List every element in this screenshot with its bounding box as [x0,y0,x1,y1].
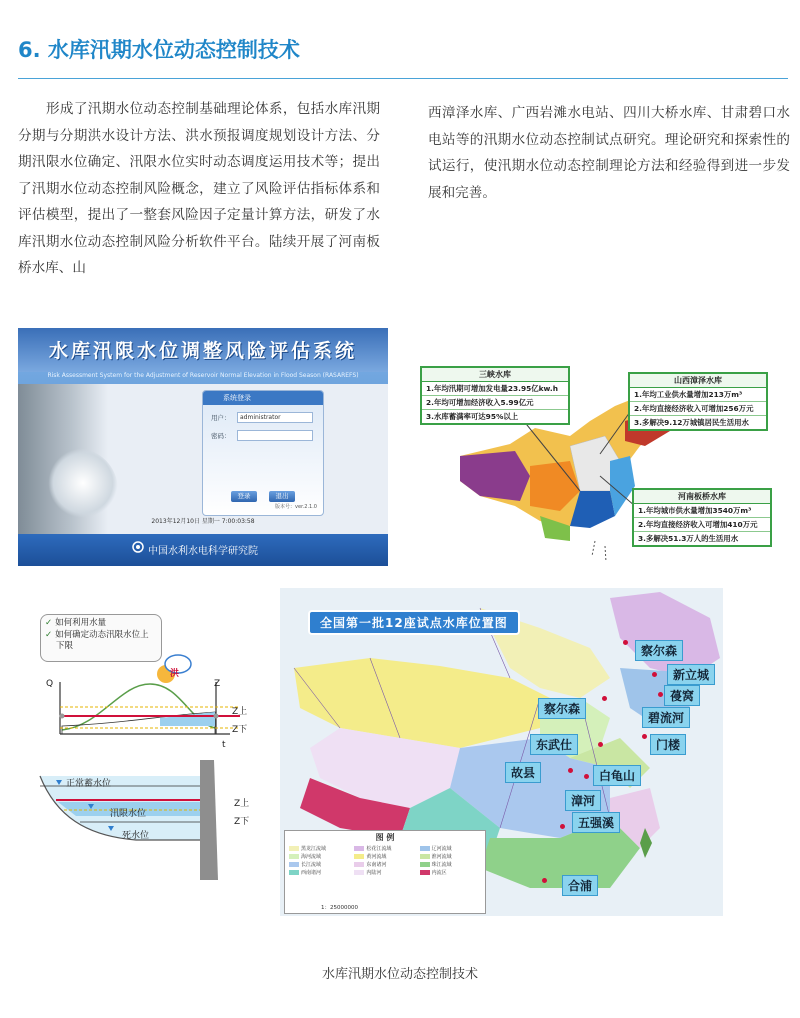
legend-item: 黑龙江流域 [289,845,350,852]
reservoir-label: 故县 [505,762,541,783]
z-upper-label: Z上 [232,707,248,717]
legend-item: 内流区 [420,869,481,876]
flood-icon-label: 洪 [170,669,180,679]
reservoir-marker [598,742,603,747]
user-label: 用户： [211,414,231,422]
benefit-line: 2.年均直接经济收入可增加256万元 [630,402,766,416]
benefit-title: 三峡水库 [422,368,568,382]
title-divider [18,78,788,79]
reservoir-label: 察尔森 [635,640,683,661]
check-icon: ✓ [45,629,53,640]
risk-system-login-screenshot [18,328,388,566]
section-z-upper-label: Z上 [234,799,250,809]
legend-item: 东南诸河 [354,861,415,868]
login-datetime: 2013年12月10日 星期一 7:00:03:58 [151,518,255,525]
section-title: 6. 水库汛期水位动态控制技术 [18,38,300,62]
legend-item: 珠江流域 [420,861,481,868]
benefit-title: 河南板桥水库 [634,490,770,504]
reservoir-marker [658,692,663,697]
pilot-map-title: 全国第一批12座试点水库位置图 [308,610,520,635]
system-title: 水库汛限水位调整风险评估系统 [48,340,357,362]
institution-name: 中国水利水电科学研究院 [148,546,258,557]
login-button[interactable]: 登录 [231,491,257,502]
benefit-line: 2.年均可增加经济收入5.99亿元 [422,396,568,410]
reservoir-label: 葠窝 [664,685,700,706]
z-axis-label: Z [214,679,221,689]
benefit-title: 山西漳泽水库 [630,374,766,388]
reservoir-marker [642,734,647,739]
check-icon: ✓ [45,618,53,628]
legend-item: 淮河流域 [420,853,481,860]
login-panel [202,390,324,516]
legend-item: 松花江流域 [354,845,415,852]
reservoir-marker [584,774,589,779]
legend-swatch [289,854,299,859]
reservoir-marker [652,672,657,677]
legend-item: 长江流域 [289,861,350,868]
legend-swatch [420,862,430,867]
system-subtitle: Risk Assessment System for the Adjustment of Reservoir Normal Elevation in Flood Season (RASAREFS) [47,372,359,379]
map-legend [284,830,486,914]
legend-title: 图 例 [375,833,395,842]
reservoir-marker [542,878,547,883]
password-input[interactable] [237,430,313,441]
institution-logo-icon [132,541,144,553]
hydrograph-diagram [40,678,260,752]
q-axis-label: Q [46,679,54,689]
benefit-line: 3.多解决9.12万城镇居民生活用水 [634,418,749,427]
benefits-map [420,366,770,566]
user-input[interactable]: administrator [237,412,313,423]
benefit-box-zhangze [628,372,768,431]
reservoir-label: 白龟山 [593,765,641,786]
reservoir-label: 察尔森 [538,698,586,719]
legend-swatch [354,870,364,875]
reservoir-label: 五强溪 [572,812,620,833]
benefit-line: 3.多解决51.3万人的生活用水 [638,534,739,543]
legend-swatch [420,870,430,875]
legend-swatch [289,870,299,875]
legend-item: 西南诸河 [289,869,350,876]
reservoir-label: 新立城 [667,664,715,685]
question-bubble [40,614,162,662]
legend-swatch [420,854,430,859]
pilot-reservoir-map [280,588,723,916]
flood-limit-label: 汛限水位 [110,809,147,819]
version-label: 版本号：ver.2.1.0 [275,504,317,510]
dead-level-label: 死水位 [122,831,150,841]
reservoir-marker [623,640,628,645]
reservoir-label: 合浦 [562,875,598,896]
benefit-line: 3.水库蓄满率可达95%以上 [426,412,519,421]
benefit-line: 2.年均直接经济收入可增加410万元 [634,518,770,532]
benefit-line: 1.年均汛期可增加发电量23.95亿kw.h [422,382,568,396]
section-z-lower-label: Z下 [234,817,250,827]
question-2: 如何确定动态汛限水位上下限 [55,629,149,651]
z-lower-label: Z下 [232,725,248,735]
cancel-button[interactable]: 退出 [269,491,295,502]
reservoir-marker [602,696,607,701]
legend-item: 黄河流域 [354,853,415,860]
question-1: 如何利用水量 [55,618,107,628]
benefit-box-banqiao [632,488,772,547]
reservoir-label: 碧流河 [642,707,690,728]
login-panel-title: 系统登录 [203,391,323,405]
legend-item: 海河流域 [289,853,350,860]
t-axis-label: t [222,740,226,750]
password-label: 密码： [211,432,231,440]
benefit-line: 1.年均城市供水量增加3540万m³ [634,504,770,518]
legend-swatch [420,846,430,851]
legend-item: 内陆河 [354,869,415,876]
reservoir-label: 门楼 [650,734,686,755]
benefit-box-sanxia [420,366,570,425]
body-text-right: 西漳泽水库、广西岩滩水电站、四川大桥水库、甘肃碧口水电站等的汛期水位动态控制试点研究。理论研究和探索性的试运行，使汛期水位动态控制理论方法和经验得到进一步发展和完善。 [428,105,790,201]
legend-swatch [289,862,299,867]
reservoir-label: 漳河 [565,790,601,811]
reservoir-marker [568,768,573,773]
reservoir-label: 东武仕 [530,734,578,755]
map-scale: 1：25000000 [321,905,358,911]
legend-item: 辽河流域 [420,845,481,852]
legend-swatch [354,846,364,851]
legend-swatch [289,846,299,851]
legend-swatch [354,862,364,867]
figure-caption: 水库汛期水位动态控制技术 [321,967,478,982]
benefit-line: 1.年均工业供水量增加213万m³ [630,388,766,402]
normal-level-label: 正常蓄水位 [66,779,112,789]
reservoir-marker [560,824,565,829]
body-text-left: 形成了汛期水位动态控制基础理论体系，包括水库汛期分期与分期洪水设计方法、洪水预报调度规划设计方法、分期汛限水位确定、汛限水位实时动态调度运用技术等；提出了汛期水位动态控制风险概念，建立了风险评估指标体系和评估模型，提出了一整套风险因子定量计算方法，研发了水库汛期水位动态控制风险分析软件平台。陆续开展了河南板桥水库、山 [18,101,380,276]
legend-swatch [354,854,364,859]
